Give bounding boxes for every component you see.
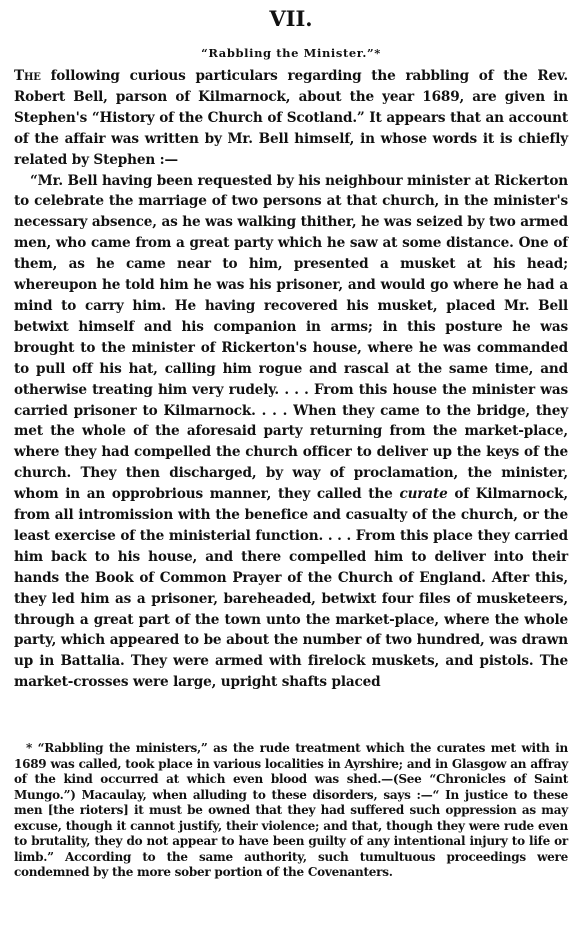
footnote-text: * “Rabbling the ministers,” as the rude treatment which the curates met with in 1689 was called, took place in various localities in Ayrshire; and in Glasgow an affray of the kind occurred at which even blood was shed.—(See “Chronicles of Saint Mungo.”) Macaulay, when alluding to these disorders, says :—“ In justice to these men [the rioters] it must be owned that they had suffered such oppression as may excuse, though it cannot justify, their violence; and that, though they were rude even to brutality, they do not appear to have been guilty of any intentional injury to life or limb.” According to the same authority, such tumultuous proceedings were condemned by the more sober portion of the Covenanters. xyxy=(14,741,568,879)
quoted-paragraph xyxy=(14,171,568,694)
quote-text-part1: “Mr. Bell having been requested by his neighbour minister at Rickerton to celebrate the marriage of two persons at that church, in the minister's necessary absence, as he was walking thither, he was seized by two armed men, who came from a great party which he saw at some distance. One of them, as he came near to him, presented a musket at his head; whereupon he told him he was his prisoner, and would go where he had a mind to carry him. He having recovered his musket, placed Mr. Bell betwixt himself and his companion in arms; in this posture he was brought to the minister of Rickerton's house, where he was commanded to pull off his hat, calling him rogue and rascal at the same time, and otherwise treating him very rudely. . . . From this house the minister was carried prisoner to Kilmarnock. . . . When they came to the bridge, they met the whole of the aforesaid party returning from the market-place, where they had compelled the church officer to deliver up the keys of the church. They then discharged, by way of proclamation, the minister, whom in an opprobrious manner, they called the xyxy=(14,172,568,503)
intro-paragraph-text: following curious particulars regarding the rabbling of the Rev. Robert Bell, parson of Kilmarnock, about the year 1689, are given in Stephen's “History of the Church of Scotland.” It appears that an account of the affair was written by Mr. Bell himself, in whose words it is chiefly related by Stephen :— xyxy=(14,68,568,168)
quote-italic-word: curate xyxy=(399,486,448,503)
quote-text-part2: of Kilmarnock, from all intromission with the benefice and casualty of the church, or the least exercise of the ministerial function. . . . From this place they carried him back to his house, and there compelled him to deliver into their hands the Book of Common Prayer of the Church of England. After this, they led him as a prisoner, bareheaded, betwixt four files of musketeers, through a great part of the town unto the market-place, where the whole party, which appeared to be about the number of two hundred, was drawn up in Battalia. They were armed with firelock muskets, and pistols. The market-crosses were large, upright shafts placed xyxy=(14,486,568,691)
book-page xyxy=(0,6,580,942)
paragraph-lead-word: The xyxy=(14,68,41,84)
body-text xyxy=(14,66,568,693)
intro-paragraph xyxy=(14,66,568,171)
chapter-title: “Rabbling the Minister.”* xyxy=(201,46,381,60)
footnote xyxy=(14,741,568,881)
chapter-number: VII. xyxy=(269,6,313,31)
